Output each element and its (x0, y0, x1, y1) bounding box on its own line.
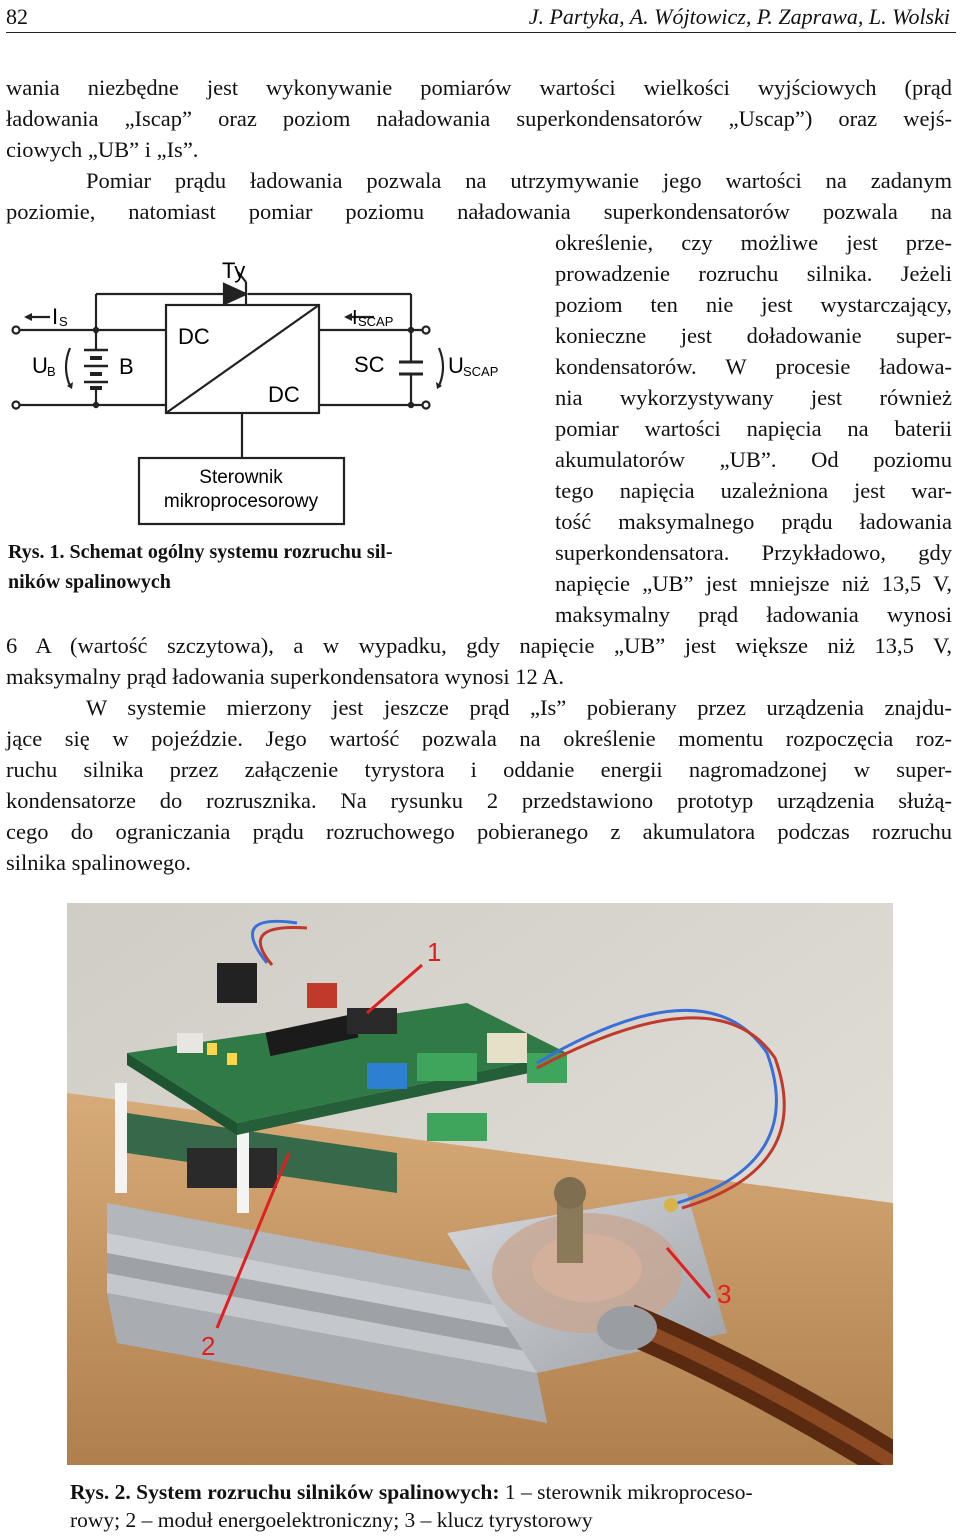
thyristor-symbol (224, 284, 246, 304)
text-line: silnika spalinowego. (6, 850, 191, 875)
label-dc-top: DC (178, 324, 210, 349)
label-is: I (52, 304, 59, 329)
label-ty: Ty (222, 258, 246, 283)
label-uscap: U (448, 353, 464, 378)
terminal-green (417, 1053, 477, 1081)
text-line: maksymalny prąd ładowania superkondensatora wynosi 12 A. (6, 664, 565, 689)
text-line: poziomie, natomiast pomiar poziomu naładowania superkondensatorów pozwala na (6, 199, 952, 224)
figure-1-caption-line2: ników spalinowych (8, 571, 171, 593)
label-ub-sub: B (47, 364, 56, 379)
text-line: ruchu silnika przez załączenie tyrystora i oddanie energii nagromadzonej w super- (6, 757, 952, 782)
controller-label-line2: mikroprocesorowy (163, 491, 319, 512)
figure-2-caption-label: Rys. 2. System rozruchu silników spalinowych: (70, 1480, 500, 1504)
supercapacitor-symbol (399, 362, 423, 374)
text-line: akumulatorów „UB”. Od poziomu (555, 447, 952, 472)
callout-1: 1 (427, 937, 442, 967)
text-line: Pomiar prądu ładowania pozwala na utrzymywanie jego wartości na zadanym (86, 168, 952, 193)
battery-symbol (84, 350, 108, 388)
figure-2-caption-line2: rowy; 2 – moduł energoelektroniczny; 3 – klucz tyrystorowy (70, 1508, 593, 1532)
text-line: ciowych „UB” i „Is”. (6, 137, 199, 162)
page-header (6, 0, 956, 33)
figure-1-caption-line1: Rys. 1. Schemat ogólny systemu rozruchu sil- (8, 541, 393, 563)
running-head-authors: J. Partyka, A. Wójtowicz, P. Zaprawa, L. Wolski (528, 4, 950, 29)
figure-2-photo (67, 903, 893, 1465)
text-line: kondensatorze do rozrusznika. Na rysunku 2 przedstawiono prototyp urządzenia służą- (6, 788, 952, 813)
figure-2-caption-line1 (70, 1477, 753, 1507)
text-line: wania niezbędne jest wykonywanie pomiarów wartości wielkości wyjściowych (prąd (6, 75, 952, 100)
text-line: W systemie mierzony jest jeszcze prąd „Is” pobierany przez urządzenia znajdu- (86, 695, 952, 720)
figure-2-caption-rest: 1 – sterownik mikroproceso- (499, 1480, 753, 1504)
controller-label-line1: Sterownik (199, 467, 283, 488)
label-sc: SC (354, 352, 385, 377)
label-uscap-sub: SCAP (463, 364, 499, 379)
label-is-sub: S (59, 314, 68, 329)
text-line: cego do ograniczania prądu rozruchowego pobieranego z akumulatora podczas rozruchu (6, 819, 952, 844)
text-line: nia wykorzystywany jest również (555, 385, 952, 410)
label-b: B (119, 354, 134, 379)
text-line: kondensatorów. W procesie ładowa- (555, 354, 952, 379)
text-line: pomiar wartości napięcia na baterii (555, 416, 952, 441)
text-line: tość maksymalnego prądu ładowania (555, 509, 952, 534)
text-line: konieczne jest doładowanie super- (555, 323, 952, 348)
text-line: ładowania „Iscap” oraz poziom naładowania superkondensatorów „Uscap”) oraz wejś- (6, 106, 952, 131)
figure-1-schematic (6, 250, 546, 540)
text-line: jące się w pojeździe. Jego wartość pozwala na określenie momentu rozpoczęcia roz- (6, 726, 952, 751)
terminal-blue (367, 1063, 407, 1089)
label-iscap: I (352, 307, 358, 329)
text-line: superkondensatora. Przykładowo, gdy (555, 540, 952, 565)
connector (217, 963, 257, 1003)
ub-arrow (66, 348, 70, 386)
label-ub: U (32, 353, 48, 378)
text-line: określenie, czy możliwe jest prze- (555, 230, 952, 255)
page-number: 82 (6, 4, 28, 29)
callout-2: 2 (201, 1331, 216, 1361)
text-line: 6 A (wartość szczytowa), a w wypadku, gdy napięcie „UB” jest większe niż 13,5 V, (6, 633, 952, 658)
relay (487, 1033, 527, 1063)
uscap-arrow (439, 348, 443, 386)
text-line: napięcie „UB” jest mniejsze niż 13,5 V, (555, 571, 952, 596)
label-iscap-sub: SCAP (358, 314, 394, 329)
text-line: maksymalny prąd ładowania wynosi (555, 602, 952, 627)
text-line: tego napięcia uzależniona jest war- (555, 478, 952, 503)
callout-3: 3 (717, 1279, 732, 1309)
text-line: poziom ten nie jest wystarczający, (555, 292, 952, 317)
text-line: prowadzenie rozruchu silnika. Jeżeli (555, 261, 952, 286)
label-dc-bottom: DC (268, 382, 300, 407)
